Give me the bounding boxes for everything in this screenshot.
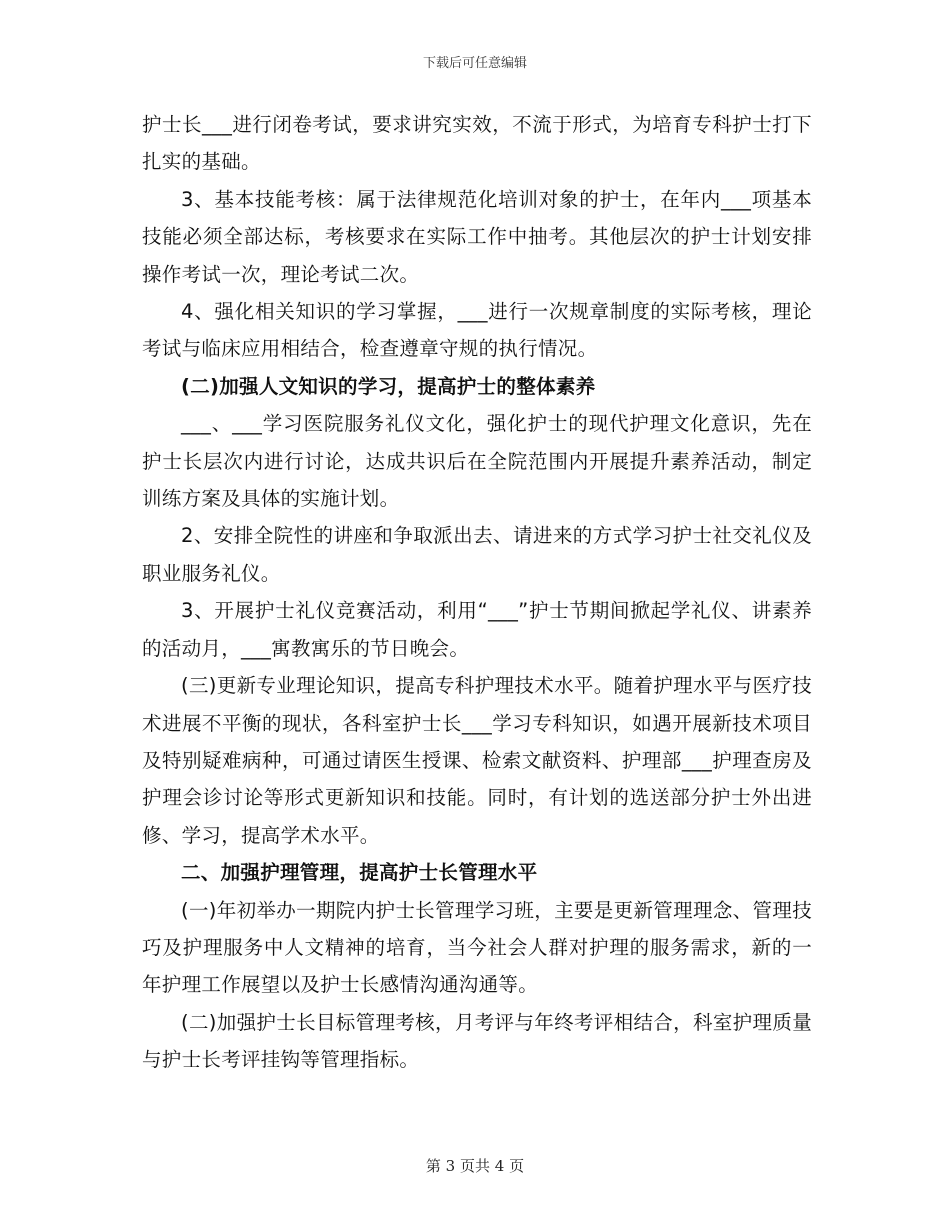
paragraph: 护士长___进行闭卷考试，要求讲究实效，不流于形式，为培育专科护士打下扎实的基础。 (142, 113, 812, 174)
paragraph: ___、___学习医院服务礼仪文化，强化护士的现代护理文化意识，先在护士长层次内进行讨论，达成共识后在全院范围内开展提升素养活动，制定训练方案及具体的实施计划。 (142, 412, 812, 511)
document-body (142, 106, 812, 1079)
paragraph: 2、安排全院性的讲座和争取派出去、请进来的方式学习护士社交礼仪及职业服务礼仪。 (142, 524, 812, 585)
paragraph: (二)加强护士长目标管理考核，月考评与年终考评相结合，科室护理质量与护士长考评挂钩等管理指标。 (142, 1010, 812, 1072)
section-heading: (二)加强人文知识的学习，提高护士的整体素养 (181, 374, 596, 398)
paragraph: (一)年初举办一期院内护士长管理学习班，主要是更新管理理念、管理技巧及护理服务中人文精神的培育，当今社会人群对护理的服务需求，新的一年护理工作展望以及护士长感情沟通沟通等。 (142, 898, 812, 997)
section-heading: 二、加强护理管理，提高护士长管理水平 (181, 861, 538, 885)
paragraph: (三)更新专业理论知识，提高专科护理技术水平。随着护理水平与医疗技术进展不平衡的现状，各科室护士长___学习专科知识，如遇开展新技术项目及特别疑难病种，可通过请医生授课、检索文献资料、护理部___护理查房及护理会诊讨论等形式更新知识和技能。同时，有计划的选送部分护士外出进修、学习，提高学术水平。 (142, 674, 812, 847)
paragraph: 3、基本技能考核：属于法律规范化培训对象的护士，在年内___项基本技能必须全部达标，考核要求在实际工作中抽考。其他层次的护士计划安排操作考试一次，理论考试二次。 (142, 187, 812, 286)
page-header: 下载后可任意编辑 (422, 56, 527, 71)
paragraph: 3、开展护士礼仪竞赛活动，利用“___”护士节期间掀起学礼仪、讲素养的活动月，___寓教寓乐的节日晚会。 (142, 599, 812, 660)
paragraph: 4、强化相关知识的学习掌握，___进行一次规章制度的实际考核，理论考试与临床应用相结合，检查遵章守规的执行情况。 (142, 300, 812, 361)
page-footer: 第 3 页共 4 页 (425, 1157, 525, 1175)
